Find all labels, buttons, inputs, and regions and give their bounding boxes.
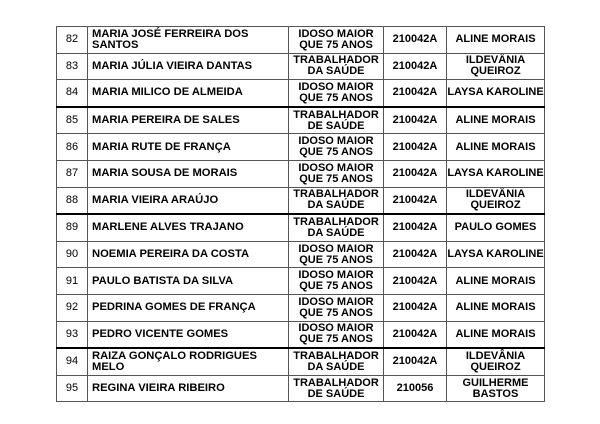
responsible-name: ALINE MORAIS	[447, 134, 545, 161]
responsible-name: LAYSA KAROLINE	[447, 241, 545, 268]
person-name: MARIA VIEIRA ARAÚJO	[88, 187, 289, 214]
table-row	[57, 53, 545, 80]
table-row	[57, 107, 545, 134]
person-name: MARIA SOUSA DE MORAIS	[88, 160, 289, 187]
batch-code: 210042A	[384, 27, 447, 54]
responsible-name: LAYSA KAROLINE	[447, 80, 545, 107]
row-number: 92	[57, 294, 88, 321]
row-number: 87	[57, 160, 88, 187]
priority-group: TRABALHADOR DA SAÚDE	[289, 214, 384, 241]
priority-group: IDOSO MAIOR QUE 75 ANOS	[289, 294, 384, 321]
table-row	[57, 375, 545, 402]
responsible-name: GUILHERME BASTOS	[447, 375, 545, 402]
batch-code: 210042A	[384, 134, 447, 161]
batch-code: 210042A	[384, 321, 447, 348]
table-row	[57, 294, 545, 321]
batch-code: 210042A	[384, 160, 447, 187]
priority-group: IDOSO MAIOR QUE 75 ANOS	[289, 241, 384, 268]
row-number: 95	[57, 375, 88, 402]
batch-code: 210056	[384, 375, 447, 402]
responsible-name: LAYSA KAROLINE	[447, 160, 545, 187]
priority-group: IDOSO MAIOR QUE 75 ANOS	[289, 160, 384, 187]
batch-code: 210042A	[384, 214, 447, 241]
table-row	[57, 321, 545, 348]
row-number: 90	[57, 241, 88, 268]
row-number: 93	[57, 321, 88, 348]
priority-group: IDOSO MAIOR QUE 75 ANOS	[289, 27, 384, 54]
priority-group: TRABALHADOR DA SAÚDE	[289, 53, 384, 80]
batch-code: 210042A	[384, 348, 447, 375]
table-row	[57, 160, 545, 187]
vaccination-list-table-wrapper	[56, 26, 545, 402]
responsible-name: ALINE MORAIS	[447, 321, 545, 348]
table-row	[57, 241, 545, 268]
responsible-name: ILDEVÂNIA QUEIROZ	[447, 53, 545, 80]
person-name: MARLENE ALVES TRAJANO	[88, 214, 289, 241]
table-row	[57, 80, 545, 107]
person-name: PAULO BATISTA DA SILVA	[88, 268, 289, 295]
row-number: 85	[57, 107, 88, 134]
batch-code: 210042A	[384, 53, 447, 80]
person-name: MARIA JÚLIA VIEIRA DANTAS	[88, 53, 289, 80]
responsible-name: ALINE MORAIS	[447, 268, 545, 295]
responsible-name: ALINE MORAIS	[447, 294, 545, 321]
priority-group: TRABALHADOR DA SAÚDE	[289, 348, 384, 375]
row-number: 82	[57, 27, 88, 54]
row-number: 91	[57, 268, 88, 295]
row-number: 88	[57, 187, 88, 214]
priority-group: IDOSO MAIOR QUE 75 ANOS	[289, 268, 384, 295]
person-name: RAIZA GONÇALO RODRIGUES MELO	[88, 348, 289, 375]
person-name: MARIA JOSÉ FERREIRA DOS SANTOS	[88, 27, 289, 54]
batch-code: 210042A	[384, 80, 447, 107]
priority-group: IDOSO MAIOR QUE 75 ANOS	[289, 134, 384, 161]
priority-group: TRABALHADOR DA SAÚDE	[289, 187, 384, 214]
table-row	[57, 268, 545, 295]
person-name: PEDRINA GOMES DE FRANÇA	[88, 294, 289, 321]
responsible-name: ILDEVÂNIA QUEIROZ	[447, 187, 545, 214]
responsible-name: ALINE MORAIS	[447, 107, 545, 134]
responsible-name: PAULO GOMES	[447, 214, 545, 241]
person-name: MARIA RUTE DE FRANÇA	[88, 134, 289, 161]
row-number: 89	[57, 214, 88, 241]
responsible-name: ILDEVÂNIA QUEIROZ	[447, 348, 545, 375]
person-name: MARIA MILICO DE ALMEIDA	[88, 80, 289, 107]
vaccination-list-table	[56, 26, 545, 402]
table-row	[57, 214, 545, 241]
table-row	[57, 27, 545, 54]
row-number: 86	[57, 134, 88, 161]
table-row	[57, 134, 545, 161]
person-name: REGINA VIEIRA RIBEIRO	[88, 375, 289, 402]
batch-code: 210042A	[384, 268, 447, 295]
person-name: NOEMIA PEREIRA DA COSTA	[88, 241, 289, 268]
table-row	[57, 187, 545, 214]
batch-code: 210042A	[384, 187, 447, 214]
priority-group: TRABALHADOR DE SAÚDE	[289, 107, 384, 134]
batch-code: 210042A	[384, 241, 447, 268]
priority-group: IDOSO MAIOR QUE 75 ANOS	[289, 321, 384, 348]
person-name: MARIA PEREIRA DE SALES	[88, 107, 289, 134]
batch-code: 210042A	[384, 107, 447, 134]
person-name: PEDRO VICENTE GOMES	[88, 321, 289, 348]
priority-group: TRABALHADOR DE SAÚDE	[289, 375, 384, 402]
row-number: 84	[57, 80, 88, 107]
row-number: 83	[57, 53, 88, 80]
responsible-name: ALINE MORAIS	[447, 27, 545, 54]
row-number: 94	[57, 348, 88, 375]
table-row	[57, 348, 545, 375]
batch-code: 210042A	[384, 294, 447, 321]
priority-group: IDOSO MAIOR QUE 75 ANOS	[289, 80, 384, 107]
